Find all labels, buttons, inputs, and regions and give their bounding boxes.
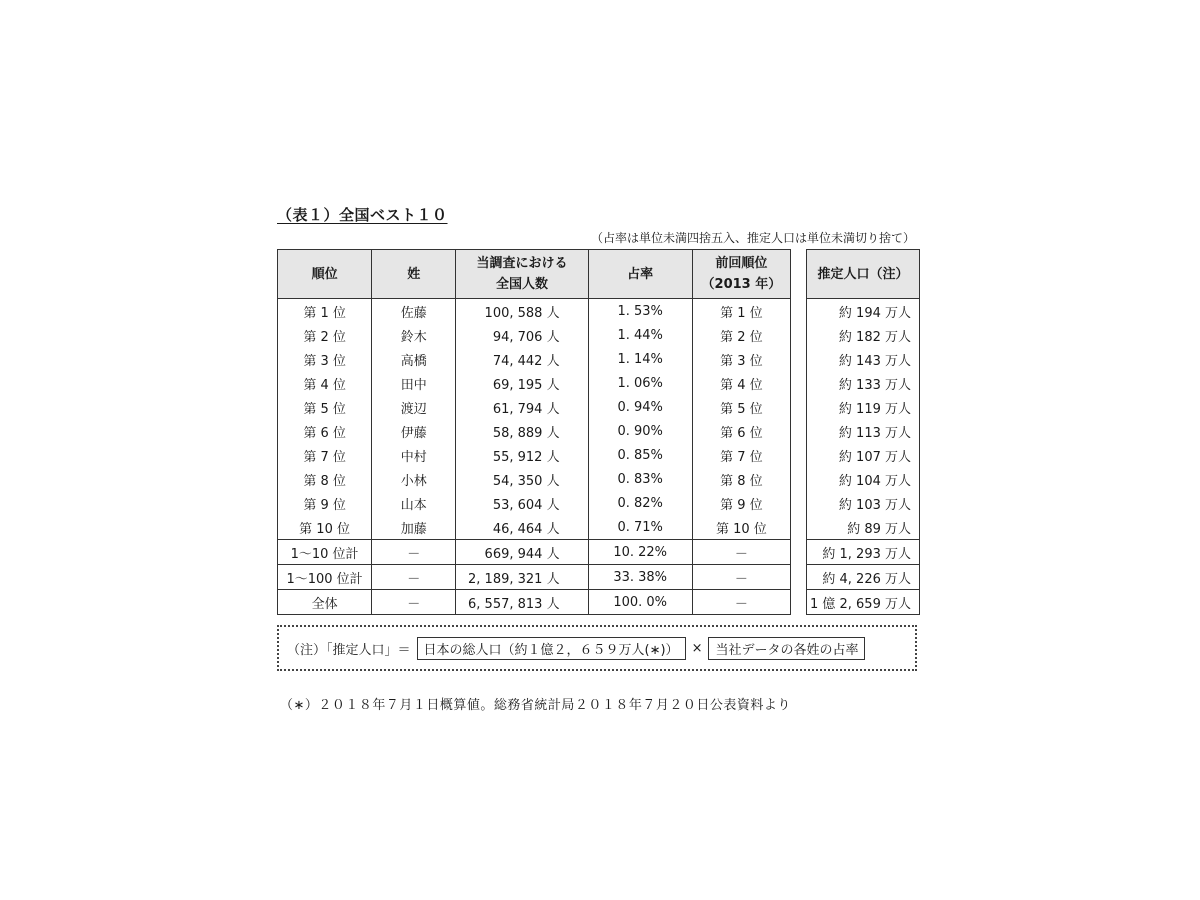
estimate-cell: 約 107 万人 bbox=[807, 443, 920, 467]
header-count-line1: 当調査における bbox=[476, 256, 568, 271]
rounding-note: （占率は単位未満四捨五入、推定人口は単位未満切り捨て） bbox=[590, 231, 915, 245]
estimate-cell: 約 104 万人 bbox=[807, 467, 920, 491]
prev-rank-cell: 第 9 位 bbox=[692, 491, 790, 515]
header-prev-line1: 前回順位 bbox=[715, 256, 768, 271]
estimate-cell: 約 103 万人 bbox=[807, 491, 920, 515]
prev-rank-cell: 第 8 位 bbox=[692, 467, 790, 491]
table-row bbox=[278, 590, 791, 615]
estimate-cell: 約 143 万人 bbox=[807, 347, 920, 371]
header-rank: 順位 bbox=[278, 250, 372, 299]
table-row bbox=[278, 419, 791, 443]
count-cell: 100, 588 人 bbox=[456, 299, 588, 324]
rate-cell: 1. 06% bbox=[588, 371, 692, 395]
header-prev bbox=[692, 250, 790, 299]
surname-cell: 小林 bbox=[372, 467, 456, 491]
header-estimate: 推定人口（注） bbox=[807, 250, 920, 299]
rank-cell: 第 6 位 bbox=[278, 419, 372, 443]
surname-cell: － bbox=[372, 540, 456, 565]
rank-cell: 1～10 位計 bbox=[278, 540, 372, 565]
prev-rank-cell: － bbox=[692, 590, 790, 615]
rank-cell: 第 9 位 bbox=[278, 491, 372, 515]
prev-rank-cell: 第 3 位 bbox=[692, 347, 790, 371]
prev-rank-cell: － bbox=[692, 540, 790, 565]
rank-cell: 第 3 位 bbox=[278, 347, 372, 371]
rank-cell: 第 8 位 bbox=[278, 467, 372, 491]
rank-cell: 第 10 位 bbox=[278, 515, 372, 540]
estimate-table bbox=[806, 249, 920, 615]
rank-cell: 第 5 位 bbox=[278, 395, 372, 419]
estimate-cell: 1 億 2, 659 万人 bbox=[807, 590, 920, 615]
table-row bbox=[278, 565, 791, 590]
rate-cell: 0. 82% bbox=[588, 491, 692, 515]
count-cell: 669, 944 人 bbox=[456, 540, 588, 565]
rank-cell: 第 7 位 bbox=[278, 443, 372, 467]
count-cell: 55, 912 人 bbox=[456, 443, 588, 467]
rate-cell: 0. 90% bbox=[588, 419, 692, 443]
header-surname: 姓 bbox=[372, 250, 456, 299]
estimate-cell: 約 133 万人 bbox=[807, 371, 920, 395]
formula-note bbox=[277, 625, 917, 671]
table-row bbox=[807, 565, 920, 590]
table-row bbox=[278, 443, 791, 467]
header-count-line2: 全国人数 bbox=[495, 277, 548, 292]
surname-cell: － bbox=[372, 590, 456, 615]
table-row bbox=[278, 515, 791, 540]
table-row bbox=[807, 540, 920, 565]
prev-rank-cell: 第 10 位 bbox=[692, 515, 790, 540]
surname-cell: 高橋 bbox=[372, 347, 456, 371]
surname-cell: － bbox=[372, 565, 456, 590]
surname-cell: 伊藤 bbox=[372, 419, 456, 443]
rate-cell: 1. 53% bbox=[588, 299, 692, 324]
table-row bbox=[807, 491, 920, 515]
rate-cell: 0. 85% bbox=[588, 443, 692, 467]
formula-times: × bbox=[691, 640, 703, 656]
header-prev-line2: （2013 年） bbox=[701, 277, 782, 292]
count-cell: 58, 889 人 bbox=[456, 419, 588, 443]
rank-cell: 第 4 位 bbox=[278, 371, 372, 395]
table-row bbox=[807, 395, 920, 419]
table-row bbox=[807, 347, 920, 371]
count-cell: 6, 557, 813 人 bbox=[456, 590, 588, 615]
table-row bbox=[807, 443, 920, 467]
table-row bbox=[278, 347, 791, 371]
surname-cell: 佐藤 bbox=[372, 299, 456, 324]
formula-rate-box: 当社データの各姓の占率 bbox=[708, 637, 865, 660]
prev-rank-cell: 第 1 位 bbox=[692, 299, 790, 324]
table-row bbox=[807, 371, 920, 395]
rate-cell: 33. 38% bbox=[588, 565, 692, 590]
table-title: （表１）全国ベスト１０ bbox=[277, 206, 448, 224]
rate-cell: 0. 71% bbox=[588, 515, 692, 540]
estimate-cell: 約 89 万人 bbox=[807, 515, 920, 540]
prev-rank-cell: 第 5 位 bbox=[692, 395, 790, 419]
estimate-cell: 約 113 万人 bbox=[807, 419, 920, 443]
count-cell: 61, 794 人 bbox=[456, 395, 588, 419]
table-row bbox=[278, 299, 791, 324]
count-cell: 2, 189, 321 人 bbox=[456, 565, 588, 590]
prev-rank-cell: 第 4 位 bbox=[692, 371, 790, 395]
rate-cell: 100. 0% bbox=[588, 590, 692, 615]
rate-cell: 1. 14% bbox=[588, 347, 692, 371]
table-row bbox=[278, 323, 791, 347]
surname-cell: 加藤 bbox=[372, 515, 456, 540]
estimate-cell: 約 4, 226 万人 bbox=[807, 565, 920, 590]
surname-cell: 鈴木 bbox=[372, 323, 456, 347]
ranking-table bbox=[277, 249, 791, 615]
count-cell: 54, 350 人 bbox=[456, 467, 588, 491]
surname-cell: 山本 bbox=[372, 491, 456, 515]
surname-cell: 渡辺 bbox=[372, 395, 456, 419]
rate-cell: 10. 22% bbox=[588, 540, 692, 565]
table-row bbox=[807, 590, 920, 615]
count-cell: 69, 195 人 bbox=[456, 371, 588, 395]
estimate-cell: 約 1, 293 万人 bbox=[807, 540, 920, 565]
prev-rank-cell: 第 2 位 bbox=[692, 323, 790, 347]
table-row bbox=[278, 395, 791, 419]
surname-cell: 中村 bbox=[372, 443, 456, 467]
table-row bbox=[807, 467, 920, 491]
count-cell: 94, 706 人 bbox=[456, 323, 588, 347]
footnote: （∗）２０１８年７月１日概算値。総務省統計局２０１８年７月２０日公表資料より bbox=[280, 698, 791, 713]
rate-cell: 0. 94% bbox=[588, 395, 692, 419]
rate-cell: 0. 83% bbox=[588, 467, 692, 491]
estimate-cell: 約 119 万人 bbox=[807, 395, 920, 419]
formula-population-box: 日本の総人口（約１億２，６５９万人(∗)） bbox=[417, 637, 686, 660]
count-cell: 53, 604 人 bbox=[456, 491, 588, 515]
table-row bbox=[278, 371, 791, 395]
prev-rank-cell: － bbox=[692, 565, 790, 590]
header-count bbox=[456, 250, 588, 299]
table-row bbox=[807, 515, 920, 540]
rank-cell: 第 2 位 bbox=[278, 323, 372, 347]
table-row bbox=[807, 299, 920, 324]
count-cell: 46, 464 人 bbox=[456, 515, 588, 540]
table-row bbox=[807, 323, 920, 347]
count-cell: 74, 442 人 bbox=[456, 347, 588, 371]
header-rate: 占率 bbox=[588, 250, 692, 299]
estimate-cell: 約 182 万人 bbox=[807, 323, 920, 347]
table-row bbox=[278, 491, 791, 515]
table-row bbox=[278, 467, 791, 491]
rate-cell: 1. 44% bbox=[588, 323, 692, 347]
prev-rank-cell: 第 7 位 bbox=[692, 443, 790, 467]
table-row bbox=[278, 540, 791, 565]
rank-cell: 第 1 位 bbox=[278, 299, 372, 324]
formula-prefix: （注）「推定人口」＝ bbox=[287, 642, 411, 658]
estimate-cell: 約 194 万人 bbox=[807, 299, 920, 324]
rank-cell: 1～100 位計 bbox=[278, 565, 372, 590]
rank-cell: 全体 bbox=[278, 590, 372, 615]
surname-cell: 田中 bbox=[372, 371, 456, 395]
prev-rank-cell: 第 6 位 bbox=[692, 419, 790, 443]
table-row bbox=[807, 419, 920, 443]
